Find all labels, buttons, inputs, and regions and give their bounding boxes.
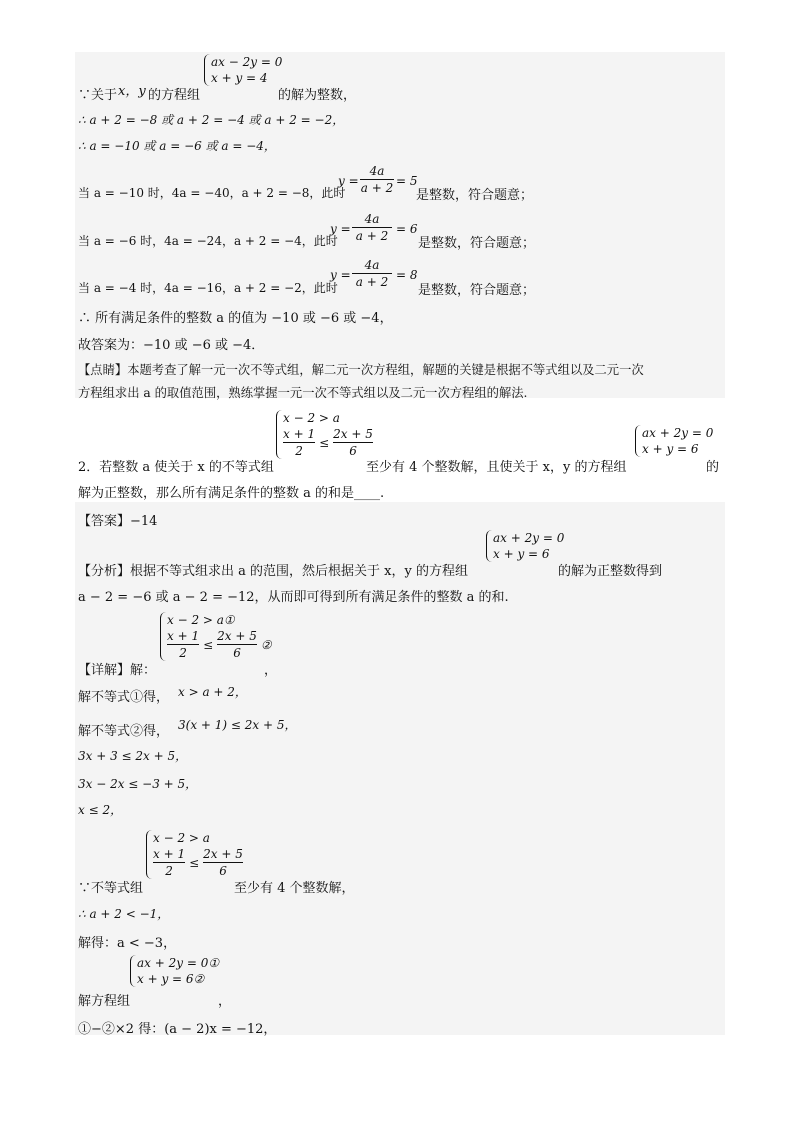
math: = 8 [396, 268, 418, 282]
note-line: 【点睛】本题考查了解一元一次不等式组，解二元一次方程组，解题的关键是根据不等式组以及二元一次 [78, 363, 644, 377]
denominator: a + 2 [355, 275, 389, 289]
fraction [283, 426, 315, 459]
text-line: 是整数，符合题意； [418, 236, 536, 251]
equation: ax + 2y = 0 [642, 426, 714, 440]
inequality-row [283, 426, 373, 459]
text-line: 当 a = −10 时，4a = −40，a + 2 = −8，此时 [78, 186, 346, 200]
equation-system [635, 425, 713, 457]
text-line: 当 a = −4 时，4a = −16，a + 2 = −2，此时 [78, 281, 338, 295]
fraction [333, 426, 373, 459]
equation: x + y = 4 [211, 71, 268, 85]
inequality-row [167, 628, 272, 661]
denominator: a + 2 [360, 181, 394, 195]
step-math: 3x − 2x ≤ −3 + 5， [78, 777, 198, 791]
text-line: ∴ a = −10 或 a = −6 或 a = −4， [78, 139, 276, 153]
text-line: ∴ a + 2 = −8 或 a + 2 = −4 或 a + 2 = −2， [78, 113, 345, 127]
denominator: a + 2 [355, 229, 389, 243]
math: y = [330, 222, 351, 236]
equation-system [204, 54, 282, 86]
step-text: 解得：a < −3， [78, 936, 177, 951]
text-line: ∵关于 [78, 88, 118, 103]
question-text: 至少有 4 个整数解，且使关于 x，y 的方程组 [366, 460, 627, 475]
math: = 5 [396, 174, 418, 188]
equation-system [130, 955, 219, 987]
text-line: 故答案为：−10 或 −6 或 −4． [78, 338, 265, 353]
text-line: 的解为整数， [278, 88, 357, 103]
text-line: 是整数，符合题意； [418, 283, 536, 298]
fraction [352, 212, 392, 243]
fraction [360, 164, 394, 195]
math: y = [338, 174, 359, 188]
equation: x + y = 6 [642, 442, 699, 456]
denominator: 6 [219, 864, 227, 878]
analysis-line: 的解为正整数得到 [558, 564, 663, 579]
fraction-bar [352, 273, 392, 274]
step-text: 解不等式①得， [78, 690, 170, 705]
math-vars: x，y [118, 84, 146, 99]
numerator: 4a [369, 164, 385, 178]
numerator: 2x + 5 [217, 629, 257, 643]
step-text: 至少有 4 个整数解， [234, 881, 355, 896]
equation: ax − 2y = 0 [211, 55, 283, 69]
note-line: 方程组求出 a 的取值范围，熟练掌握一元一次不等式组以及二元一次方程组的解法. [78, 386, 528, 400]
math: = 6 [396, 222, 418, 236]
punct: ， [218, 994, 232, 1009]
inequality-system [276, 410, 373, 459]
inequality: x − 2 > a [153, 831, 210, 845]
text-line: 的方程组 [148, 88, 201, 103]
le-sign: ≤ [203, 637, 214, 652]
fraction-bar [360, 179, 394, 180]
step-text: 解不等式②得， [78, 724, 170, 739]
numerator: 2x + 5 [333, 427, 373, 441]
step-text: ∵不等式组 [78, 881, 144, 896]
inequality: x − 2 > a [283, 411, 340, 425]
analysis-line: a − 2 = −6 或 a − 2 = −12，从而即可得到所有满足条件的整数 a 的和. [78, 590, 509, 605]
fraction [167, 628, 199, 661]
step-text: ①−②×2 得：(a − 2)x = −12， [78, 1022, 277, 1037]
equation: ax + 2y = 0① [137, 956, 220, 970]
detail-label: 【详解】解： [78, 663, 157, 678]
fraction [352, 258, 392, 289]
denominator: 2 [165, 864, 173, 878]
question-text: 解为正整数，那么所有满足条件的整数 a 的和是____. [78, 486, 385, 501]
step-math: ∴ a + 2 < −1， [78, 907, 170, 921]
punct: ， [264, 663, 278, 678]
step-math: x > a + 2， [178, 685, 247, 699]
step-math: 3x + 3 ≤ 2x + 5， [78, 749, 188, 763]
text-line: 是整数，符合题意； [416, 188, 534, 203]
inequality-system [160, 612, 272, 661]
fraction [217, 628, 257, 661]
question-text: 2．若整数 a 使关于 x 的不等式组 [78, 460, 274, 475]
step-math: 3(x + 1) ≤ 2x + 5， [178, 718, 297, 732]
numerator: 4a [364, 258, 380, 272]
question-text: 的 [706, 460, 720, 475]
text-line: 当 a = −6 时，4a = −24，a + 2 = −4，此时 [78, 234, 338, 248]
denominator: 2 [295, 444, 303, 458]
fraction [153, 846, 185, 879]
denominator: 2 [179, 646, 187, 660]
fraction-bar [352, 227, 392, 228]
numerator: x + 1 [283, 427, 316, 441]
step-text: 解方程组 [78, 994, 131, 1009]
circled-number: ② [260, 637, 272, 652]
numerator: 2x + 5 [203, 847, 243, 861]
denominator: 6 [349, 444, 357, 458]
denominator: 6 [233, 646, 241, 660]
answer-line: 【答案】−14 [78, 514, 158, 529]
equation: x + y = 6② [137, 972, 205, 986]
equation: ax + 2y = 0 [493, 531, 565, 545]
le-sign: ≤ [319, 435, 330, 450]
numerator: x + 1 [153, 847, 186, 861]
inequality-system [146, 830, 243, 879]
fraction [203, 846, 243, 879]
text-line: ∴ 所有满足条件的整数 a 的值为 −10 或 −6 或 −4， [78, 311, 393, 326]
analysis-line: 【分析】根据不等式组求出 a 的范围，然后根据关于 x，y 的方程组 [78, 564, 468, 579]
step-math: x ≤ 2， [78, 803, 123, 817]
math: y = [330, 268, 351, 282]
numerator: x + 1 [167, 629, 200, 643]
numerator: 4a [364, 212, 380, 226]
inequality: x − 2 > a① [167, 613, 235, 627]
le-sign: ≤ [189, 855, 200, 870]
equation-system [486, 530, 564, 562]
inequality-row [153, 846, 243, 879]
equation: x + y = 6 [493, 547, 550, 561]
